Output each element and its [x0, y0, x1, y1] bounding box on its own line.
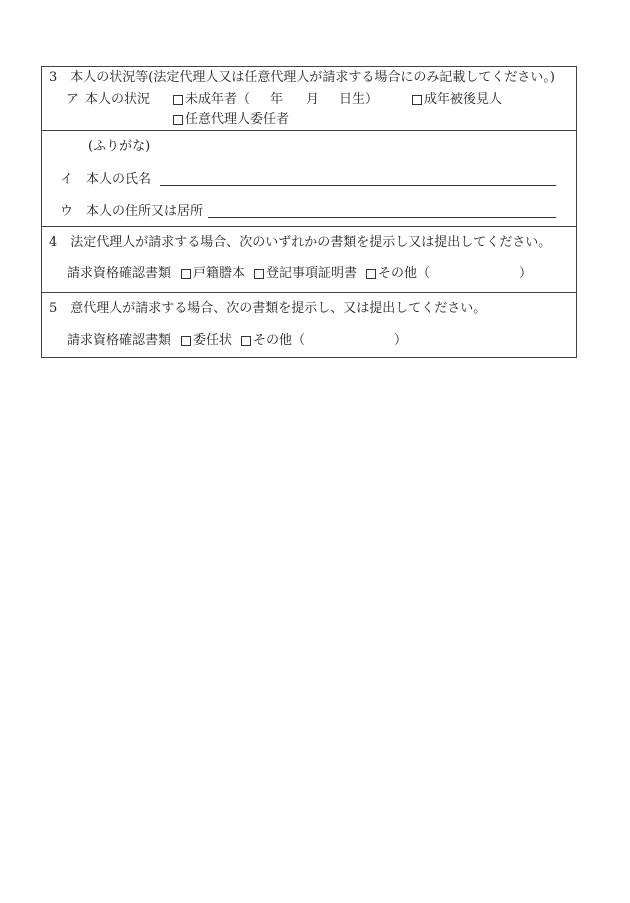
- family-register-label: 戸籍謄本: [193, 266, 246, 281]
- section4-close-paren: ）: [519, 266, 533, 281]
- section4-heading: 4 法定代理人が請求する場合、次のいずれかの書類を提示し又は提出してください。: [49, 235, 552, 250]
- section5-heading: 5 意代理人が請求する場合、次の書類を提示し、又は提出してください。: [49, 301, 487, 316]
- family-register-checkbox[interactable]: [181, 269, 191, 279]
- section-divider: [41, 226, 577, 227]
- birth-day-field[interactable]: [320, 92, 338, 108]
- section4-docs-label: 請求資格確認書類: [67, 266, 172, 281]
- birth-year-field[interactable]: [237, 92, 269, 108]
- registry-certificate-checkbox[interactable]: [254, 269, 264, 279]
- address-field[interactable]: [208, 217, 556, 218]
- section3-heading: 3 本人の状況等(法定代理人又は任意代理人が請求する場合にのみ記載してください。): [49, 70, 555, 85]
- section4-other-label: その他（: [378, 266, 431, 281]
- power-of-attorney-label: 委任状: [193, 333, 233, 348]
- section5-other-label: その他（: [253, 333, 306, 348]
- adult-ward-label: 成年被後見人: [424, 92, 503, 107]
- principal-label: 任意代理人委任者: [185, 112, 290, 127]
- section5-docs-label: 請求資格確認書類: [67, 333, 172, 348]
- section-divider: [41, 292, 577, 293]
- birth-year-label: 年: [270, 92, 284, 107]
- furigana-label: (ふりがな): [88, 139, 151, 154]
- registry-certificate-label: 登記事項証明書: [266, 266, 358, 281]
- name-label: 本人の氏名: [86, 172, 152, 187]
- minor-checkbox[interactable]: [173, 95, 183, 105]
- status-marker: ア: [66, 92, 80, 107]
- birth-day-label: 日生）: [339, 92, 379, 107]
- power-of-attorney-checkbox[interactable]: [181, 336, 191, 346]
- birth-month-field[interactable]: [284, 92, 305, 108]
- section5-close-paren: ）: [394, 333, 408, 348]
- adult-ward-checkbox[interactable]: [412, 95, 422, 105]
- name-marker: イ: [60, 172, 74, 187]
- address-marker: ウ: [60, 204, 74, 219]
- section5-other-checkbox[interactable]: [241, 336, 251, 346]
- name-field[interactable]: [160, 185, 556, 186]
- section5-other-field[interactable]: [307, 333, 393, 349]
- birth-month-label: 月: [306, 92, 320, 107]
- section4-other-checkbox[interactable]: [366, 269, 376, 279]
- status-label: 本人の状況: [85, 92, 151, 107]
- minor-label: 未成年者（: [185, 92, 251, 107]
- section4-other-field[interactable]: [432, 266, 518, 282]
- principal-checkbox[interactable]: [173, 115, 183, 125]
- section-divider: [41, 130, 577, 131]
- address-label: 本人の住所又は居所: [86, 204, 204, 219]
